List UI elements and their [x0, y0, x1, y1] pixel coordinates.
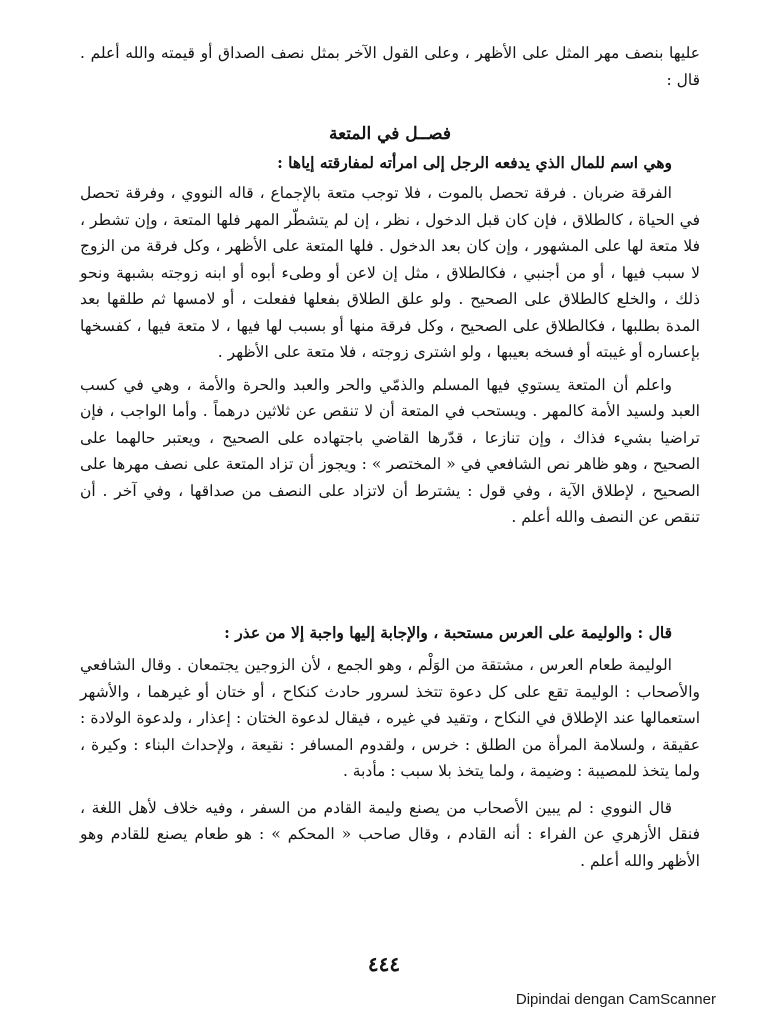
section-title: فصــل في المتعة: [328, 124, 451, 144]
paragraph: قال النووي : لم يبين الأصحاب من يصنع وليمة القادم من السفر ، وفيه خلاف لأهل اللغة ، فنقل الأزهري عن الفراء : أنه القادم ، وقال صاحب « المحكم » : هو طعام يصنع للقادم وهو الأظهر والله أعلم .: [80, 798, 700, 870]
walima-body: [80, 652, 700, 874]
section-body: [80, 180, 700, 531]
page-number: ٤٤٤: [367, 952, 401, 976]
paragraph: الفرقة ضربان . فرقة تحصل بالموت ، فلا توجب متعة بالإجماع ، قاله النووي ، وفرقة تحصل في الحياة ، كالطلاق ، فإن كان قبل الدخول ، نظر ، إن لم يتشطّر المهر فلها المتعة ، وإن تشطر ، فلا متعة لها على المشهور ، وإن كان بعد الدخول . فلها المتعة على الأظهر ، وكل فرقة من الزوج لا سبب فيها ، أو من أجنبي ، فكالطلاق ، مثل إن لاعن أو وطىء أبوه أو ابنه زوجته بشبهة ونحو ذلك ، والخلع كالطلاق على الصحيح . ولو علق الطلاق بفعلها ففعلت ، أو لامسها ثم طلقها بعد المدة بطلبها ، فكالطلاق على الصحيح ، وكل فرقة منها أو بسبب لها فيها ، لا متعة فيها ، كفسخها بإعساره أو غيبته أو فسخه بعيبها ، ولو اشترى زوجته ، فلا متعة على الأظهر .: [80, 184, 700, 361]
paragraph: واعلم أن المتعة يستوي فيها المسلم والذمّي والحر والعبد والحرة والأمة ، وهي في كسب العبد ولسيد الأمة كالمهر . ويستحب في المتعة أن لا تنقص عن ثلاثين درهماً . وأما الواجب ، فإن تراضيا بشيء فذاك ، وإن تنازعا ، قدّرها القاضي باجتهاده على الصحيح ، ويعتبر حالهما على الصحيح ، وهو ظاهر نص الشافعي في « المختصر » : ويجوز أن تزاد المتعة على نصف مهرها على الصحيح ، لإطلاق الآية ، وفي قول : يشترط أن لاتزاد على النصف من صداقها ، وفي آخر . أن تنقص عن النصف والله أعلم .: [80, 375, 700, 526]
scanner-watermark: Dipindai dengan CamScanner: [515, 991, 716, 1008]
paragraph: الوليمة طعام العرس ، مشتقة من الوَلْم ، وهو الجمع ، لأن الزوجين يجتمعان . وقال الشافعي والأصحاب : الوليمة تقع على كل دعوة تتخذ لسرور حادث كنكاح ، أو ختان أو غيرهما ، والأشهر استعمالها عند الإطلاق في النكاح ، وتقيد في غيره ، فيقال لدعوة الختان : إعذار ، ولدعوة الولادة : عقيقة ، ولسلامة المرأة من الطلق : خرس ، ولقدوم المسافر : نقيعة ، ولإحداث البناء : وكيرة ، ولما يتخذ للمصيبة : وضيمة ، ولما يتخذ بلا سبب : مأدبة .: [80, 656, 700, 780]
walima-heading: قال : والوليمة على العرس مستحبة ، والإجابة إليها واجبة إلا من عذر :: [224, 623, 672, 642]
section-subtitle: وهي اسم للمال الذي يدفعه الرجل إلى امرأته لمفارقته إياها :: [277, 153, 672, 172]
top-paragraph: [80, 40, 700, 93]
paragraph: عليها بنصف مهر المثل على الأظهر ، وعلى القول الآخر بمثل نصف الصداق أو قيمته والله أعلم . قال :: [80, 44, 700, 89]
